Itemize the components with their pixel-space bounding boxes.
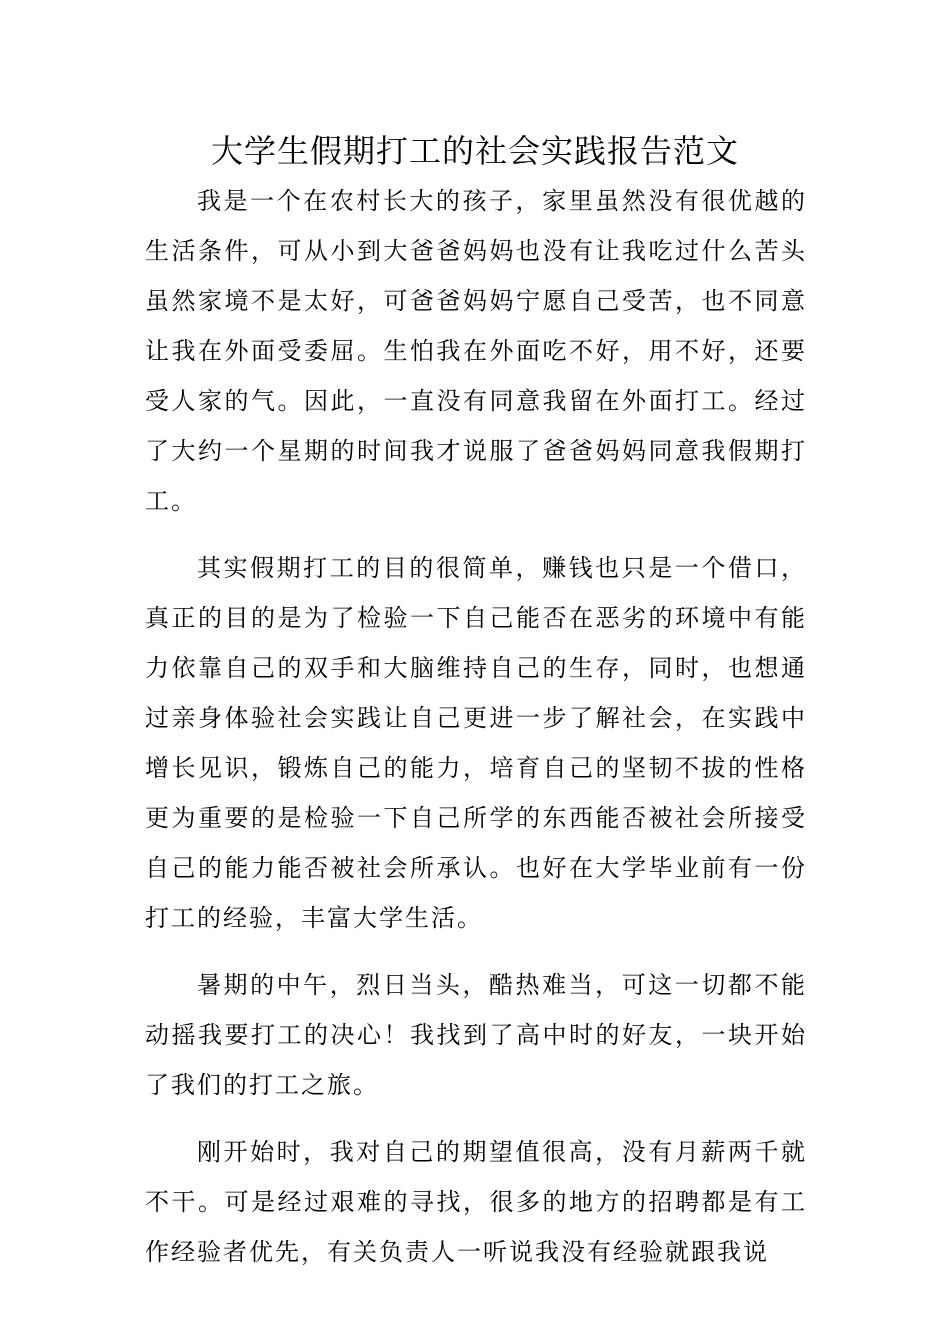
paragraph-1: 我是一个在农村长大的孩子，家里虽然没有很优越的生活条件，可从小到大爸爸妈妈也没有让我吃过什么苦头虽然家境不是太好，可爸爸妈妈宁愿自己受苦，也不同意让我在外面受委屈。生怕我在外面吃不好，用不好，还要受人家的气。因此，一直没有同意我留在外面打工。经过了大约一个星期的时间我才说服了爸爸妈妈同意我假期打工。 (145, 187, 807, 515)
paragraph-3: 暑期的中午，烈日当头，酷热难当，可这一切都不能动摇我要打工的决心！我找到了高中时的好友，一块开始了我们的打工之旅。 (145, 971, 807, 1099)
document-body (145, 176, 807, 1277)
paragraph-4: 刚开始时，我对自己的期望值很高，没有月薪两千就不干。可是经过艰难的寻找，很多的地方的招聘都是有工作经验者优先，有关负责人一听说我没有经验就跟我说 (145, 1138, 807, 1266)
paragraph-2: 其实假期打工的目的很简单，赚钱也只是一个借口，真正的目的是为了检验一下自己能否在恶劣的环境中有能力依靠自己的双手和大脑维持自己的生存，同时，也想通过亲身体验社会实践让自己更进一步了解社会，在实践中增长见识，锻炼自己的能力，培育自己的坚韧不拔的性格更为重要的是检验一下自己所学的东西能否被社会所接受自己的能力能否被社会所承认。也好在大学毕业前有一份打工的经验，丰富大学生活。 (145, 554, 807, 932)
document-title: 大学生假期打工的社会实践报告范文 (210, 132, 739, 170)
